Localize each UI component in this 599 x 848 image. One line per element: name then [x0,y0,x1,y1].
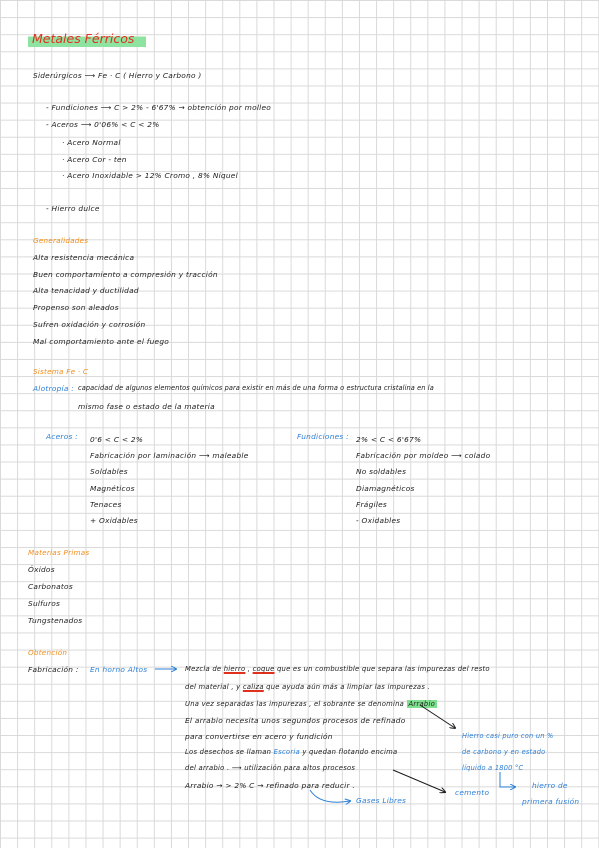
arrow-icon [310,790,350,802]
obtencion-line-5: para convertirse en acero y fundición [185,732,333,741]
list-item: 2% < C < 6'67% [356,435,422,444]
list-item: No soldables [356,467,407,476]
obtencion-line-6: Los desechos se llaman Escoria y quedan flotando encima [185,748,398,756]
arrabio-note-line3: líquido a 1800 °C [462,764,524,772]
aceros-col-label: Aceros : [46,432,78,441]
obtencion-line-1: Mezcla de hierro , coque que es un combustible que separa las impurezas del resto [185,665,490,673]
alotropia-label: Alotropía : [33,384,74,393]
list-item: Alta tenacidad y ductilidad [33,286,139,295]
obtencion-line-4: El arrabio necesita unos segundos procesos de refinado [185,716,406,725]
obtencion-heading: Obtención [28,648,68,657]
acero-normal: · Acero Normal [62,138,121,147]
list-item: Sulfuros [28,599,61,608]
list-item: Carbonatos [28,582,73,591]
list-item: Tungstenados [28,616,83,625]
acero-corten: · Acero Cor - ten [62,155,127,164]
list-item: + Oxidables [90,516,138,525]
obtencion-line-8: Arrabio → > 2% C → refinado para reducir . [185,781,355,790]
list-item: Fabricación por laminación ⟶ maleable [90,451,249,460]
hierro-primera-line2: primera fusión [522,797,580,806]
sistema-heading: Sistema Fe · C [33,367,89,376]
alotropia-text-line1: capacidad de algunos elementos químicos para existir en más de una forma o estructura cristalina en la [78,384,434,392]
list-item: Propenso son aleados [33,303,119,312]
arrow-icon [420,705,455,728]
list-item: Tenaces [90,500,122,509]
list-item: Buen comportamiento a compresión y tracción [33,270,218,279]
list-item: Alta resistencia mecánica [33,253,135,262]
aceros-line: - Aceros ⟶ 0'06% < C < 2% [46,120,160,129]
list-item: - Oxidables [356,516,401,525]
arrabio-note-line1: Hierro casi puro con un % [462,732,554,740]
obtencion-line-3: Una vez separadas las impurezas , el sobrante se denomina Arrabio [185,700,436,708]
list-item: Magnéticos [90,484,135,493]
arrabio-note-line2: de carbono y en estado [462,748,546,756]
list-item: Frágiles [356,500,388,509]
list-item: Mal comportamiento ante el fuego [33,337,170,346]
fundiciones-col-label: Fundiciones : [297,432,349,441]
obtencion-line-7: del arrabio . ⟶ utilización para altos procesos [185,764,356,772]
arrow-icon [500,772,515,787]
alotropia-text-line2: mismo fase o estado de la materia [78,402,215,411]
obtencion-line-2: del material , y caliza que ayuda aún más a limpiar las impurezas . [185,683,430,691]
gases-libres: Gases Libres [356,796,407,805]
arrow-icon [393,770,445,792]
list-item: Diamagnéticos [356,484,415,493]
hierro-primera-line1: hierro de [532,781,568,790]
list-item: 0'6 < C < 2% [90,435,144,444]
fundiciones-line: - Fundiciones ⟶ C > 2% - 6'67% → obtención por molleo [46,103,272,112]
cemento-label: cemento [455,788,490,797]
fabricacion-label: Fabricación : [28,665,79,674]
hierro-dulce: - Hierro dulce [46,204,100,213]
page-title: Metales Férricos [28,30,146,48]
list-item: Fabricación por moldeo ⟶ colado [356,451,491,460]
siderurgicos-line: Siderúrgicos ⟶ Fe · C ( Hierro y Carbono ) [33,71,202,80]
generalidades-heading: Generalidades [33,236,89,245]
acero-inoxidable: · Acero Inoxidable > 12% Cromo , 8% Níquel [62,171,238,180]
list-item: Sufren oxidación y corrosión [33,320,146,329]
list-item: Óxidos [28,565,55,574]
alto-horno-label: En horno Altos [90,665,148,674]
materias-heading: Materias Primas [28,548,90,557]
list-item: Soldables [90,467,128,476]
